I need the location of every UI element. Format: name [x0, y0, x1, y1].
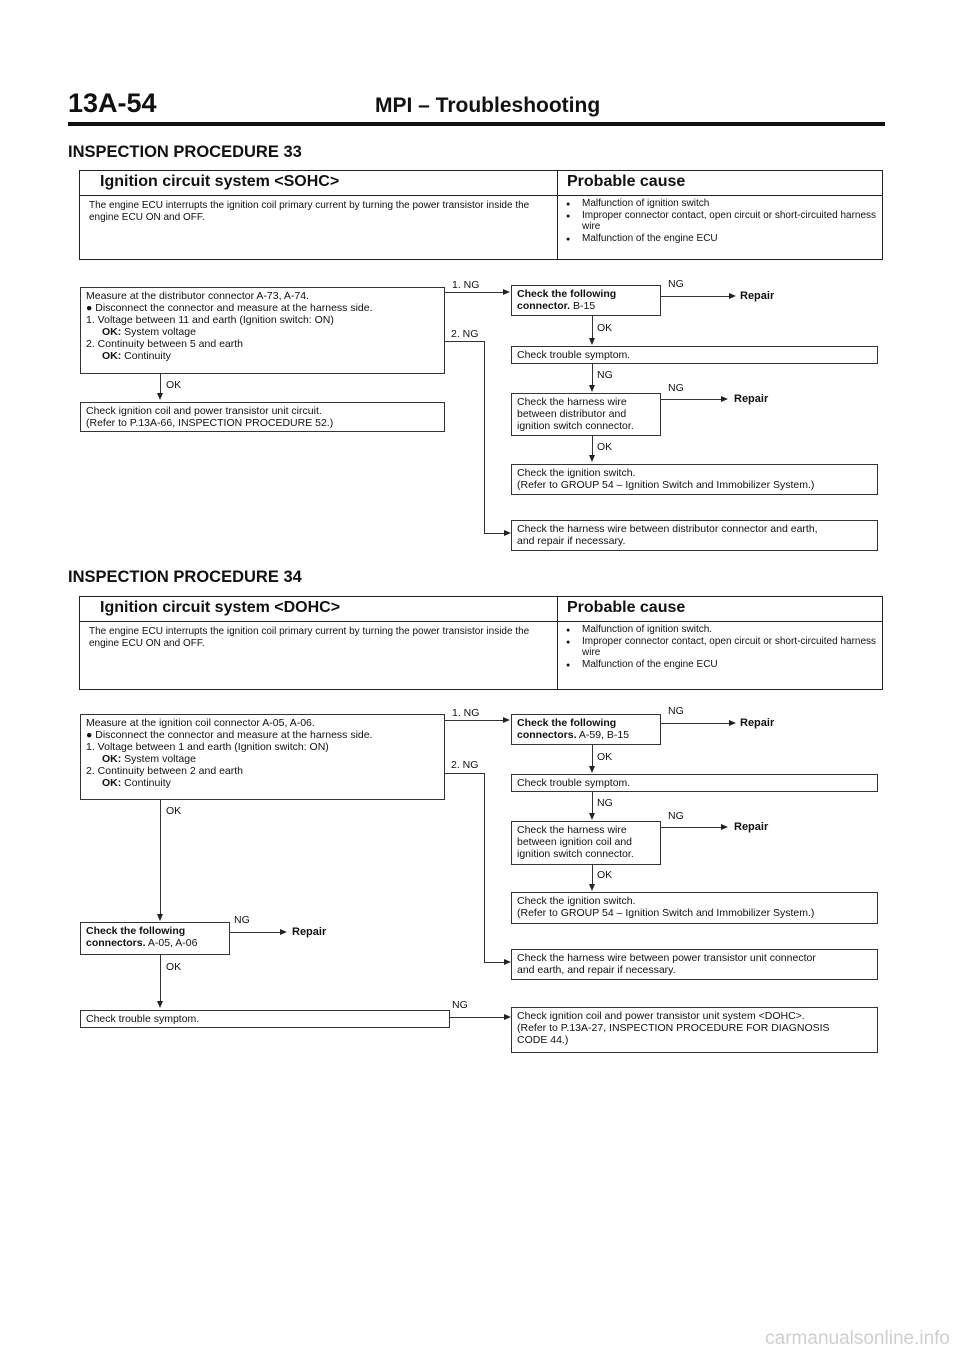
trouble-symptom-left-box: Check trouble symptom.	[80, 1010, 450, 1028]
arrow-right-icon	[504, 1014, 511, 1020]
ng-label: NG	[597, 369, 613, 381]
page-title: MPI – Troubleshooting	[375, 94, 601, 117]
ng-label: NG	[668, 810, 684, 822]
check-coil-box: Check ignition coil and power transistor unit circuit. (Refer to P.13A-66, INSPECTION PROCEDURE 52.)	[80, 402, 445, 432]
arrow-right-icon	[503, 289, 510, 295]
cause-table-34	[79, 596, 883, 690]
repair-label: Repair	[734, 821, 769, 833]
cause-item: ● Improper connector contact, open circuit or short-circuited harness wire	[566, 636, 886, 659]
cause-list	[566, 624, 886, 670]
ok-label: OK	[166, 961, 182, 973]
harness-pt-box: Check the harness wire between power transistor unit connector and earth, and repair if necessary.	[511, 949, 878, 980]
harness-check-box-34: Check the harness wire between ignition coil and ignition switch connector.	[511, 821, 661, 865]
ng-label: 1. NG	[452, 279, 480, 291]
check-connectors-right-box: Check the following connectors. A-59, B-15	[511, 714, 661, 745]
ng-label: NG	[452, 999, 468, 1011]
trouble-symptom-box: Check trouble symptom.	[511, 346, 878, 364]
arrow-right-icon	[721, 396, 728, 402]
arrow-down-icon	[589, 813, 595, 820]
arrow-down-icon	[589, 385, 595, 392]
arrow-right-icon	[504, 530, 511, 536]
repair-label: Repair	[734, 393, 769, 405]
system-heading: Ignition circuit system <SOHC>	[100, 173, 340, 190]
ok-label: OK	[597, 869, 613, 881]
measure-box-34: Measure at the ignition coil connector A-05, A-06. ● Disconnect the connector and measure at the harness side. 1. Voltage between 1 and earth (Ignition switch: ON) OK: System voltage 2. Continuity between 2 and earth OK: Continuity	[80, 714, 445, 800]
ignition-switch-box: Check the ignition switch. (Refer to GROUP 54 – Ignition Switch and Immobilizer System.)	[511, 464, 878, 495]
cause-heading: Probable cause	[567, 599, 686, 616]
arrow-right-icon	[721, 824, 728, 830]
ok-label: OK	[597, 441, 613, 453]
system-heading: Ignition circuit system <DOHC>	[100, 599, 341, 616]
ng-label: NG	[668, 705, 684, 717]
ng-label: 2. NG	[451, 759, 479, 771]
ng-label: 1. NG	[452, 707, 480, 719]
ng-label: NG	[668, 278, 684, 290]
description: The engine ECU interrupts the ignition coil primary current by turning the power transistor inside the engine ECU ON and OFF.	[89, 200, 530, 223]
arrow-right-icon	[503, 717, 510, 723]
ok-label: OK	[597, 322, 613, 334]
header-rule	[68, 122, 885, 126]
watermark: carmanualsonline.info	[765, 1328, 950, 1349]
ng-label: NG	[597, 797, 613, 809]
ng-label: 2. NG	[451, 328, 479, 340]
page-number: 13A-54	[68, 88, 157, 118]
cause-item: ● Malfunction of the engine ECU	[566, 233, 886, 245]
arrow-right-icon	[504, 959, 511, 965]
repair-label: Repair	[292, 926, 327, 938]
cause-item: ● Malfunction of ignition switch.	[566, 624, 886, 636]
ok-label: OK	[597, 751, 613, 763]
procedure-33-title: INSPECTION PROCEDURE 33	[68, 143, 302, 161]
repair-label: Repair	[740, 290, 775, 302]
ok-label: OK	[166, 805, 182, 817]
cause-list	[566, 198, 886, 244]
cause-item: ● Malfunction of ignition switch	[566, 198, 886, 210]
description: The engine ECU interrupts the ignition coil primary current by turning the power transistor inside the engine ECU ON and OFF.	[89, 626, 530, 649]
arrow-down-icon	[589, 338, 595, 345]
arrow-down-icon	[589, 884, 595, 891]
check-connectors-left-box: Check the following connectors. A-05, A-06	[80, 922, 230, 955]
coil-system-box: Check ignition coil and power transistor unit system <DOHC>. (Refer to P.13A-27, INSPECTION PROCEDURE FOR DIAGNOSIS CODE 44.)	[511, 1007, 878, 1053]
arrow-down-icon	[157, 914, 163, 921]
ignition-switch-box-34: Check the ignition switch. (Refer to GROUP 54 – Ignition Switch and Immobilizer System.)	[511, 892, 878, 924]
cause-heading: Probable cause	[567, 173, 686, 190]
check-connector-box: Check the following connector. B-15	[511, 285, 661, 316]
harness-check-box: Check the harness wire between distributor and ignition switch connector.	[511, 393, 661, 436]
cause-item: ● Improper connector contact, open circuit or short-circuited harness wire	[566, 210, 886, 233]
cause-table-33	[79, 170, 883, 260]
arrow-right-icon	[280, 929, 287, 935]
harness-earth-box: Check the harness wire between distributor connector and earth, and repair if necessary.	[511, 520, 878, 551]
arrow-down-icon	[157, 1001, 163, 1008]
arrow-down-icon	[589, 766, 595, 773]
ng-label: NG	[234, 914, 250, 926]
repair-label: Repair	[740, 717, 775, 729]
procedure-34-title: INSPECTION PROCEDURE 34	[68, 568, 302, 586]
ok-label: OK	[166, 379, 182, 391]
trouble-symptom-right-box: Check trouble symptom.	[511, 774, 878, 792]
arrow-down-icon	[589, 455, 595, 462]
arrow-right-icon	[729, 720, 736, 726]
ng-label: NG	[668, 382, 684, 394]
arrow-right-icon	[729, 293, 736, 299]
arrow-down-icon	[157, 393, 163, 400]
measure-box-33: Measure at the distributor connector A-73, A-74. ● Disconnect the connector and measure at the harness side. 1. Voltage between 11 and earth (Ignition switch: ON) OK: System voltage 2. Continuity between 5 and earth OK: Continuity	[80, 287, 445, 374]
cause-item: ● Malfunction of the engine ECU	[566, 659, 886, 671]
